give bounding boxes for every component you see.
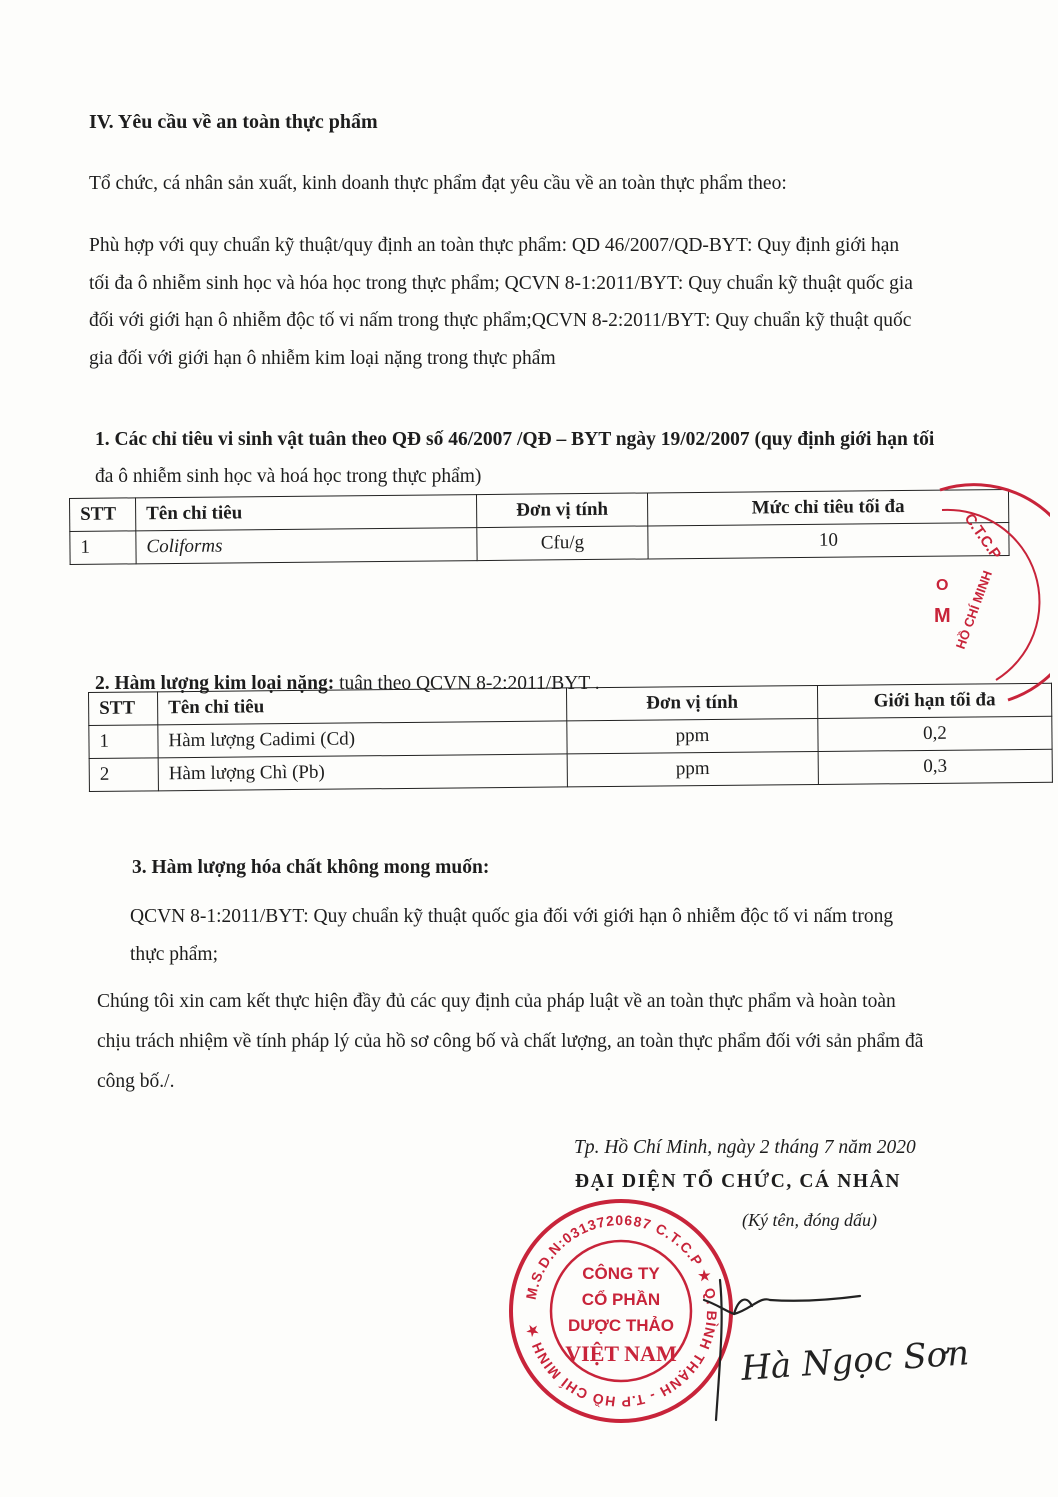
- section2-title-bold: 2. Hàm lượng kim loại nặng:: [95, 673, 335, 694]
- cell-limit: 10: [648, 522, 1009, 558]
- header-name: Tên chỉ tiêu: [136, 495, 477, 531]
- stamp-inner-ring: [551, 1241, 691, 1381]
- intro-text: Tổ chức, cá nhân sản xuất, kinh doanh thực phẩm đạt yêu cầu về an toàn thực phẩm theo:: [89, 173, 787, 194]
- section3-line1: QCVN 8-1:2011/BYT: Quy chuẩn kỹ thuật quốc gia đối với giới hạn ô nhiễm độc tố vi nấm trong: [130, 906, 894, 927]
- cell-name: Coliforms: [136, 528, 477, 564]
- section2-title-rest: tuân theo QCVN 8-2:2011/BYT .: [334, 673, 600, 694]
- stamp-center-line: VIỆT NAM: [565, 1341, 677, 1366]
- header-stt: STT: [70, 498, 136, 532]
- compliance-line: đối với giới hạn ô nhiễm độc tố vi nấm trong thực phẩm;QCVN 8-2:2011/BYT: Quy chuẩn kỹ thuật quốc: [89, 310, 912, 331]
- header-limit: Giới hạn tối đa: [817, 683, 1051, 718]
- section1-title: [95, 428, 934, 451]
- cell-limit: 0,2: [818, 716, 1052, 751]
- representative-title: ĐẠI DIỆN TỔ CHỨC, CÁ NHÂN: [575, 1171, 902, 1192]
- cell-name: Hàm lượng Chì (Pb): [158, 754, 567, 791]
- company-stamp: [505, 1195, 737, 1427]
- stamp-ring-text: M.S.D.N:0313720687 C.T.C.P ★ Q. BÌNH THẠNH - T.P HỒ CHÍ MINH ★: [522, 1211, 721, 1411]
- cell-unit: Cfu/g: [477, 526, 648, 561]
- compliance-line: gia đối với giới hạn ô nhiễm kim loại nặng trong thực phẩm: [89, 348, 556, 369]
- partial-stamp-fragment: M: [934, 605, 951, 627]
- cell-unit: ppm: [567, 718, 818, 753]
- commitment-line: công bố./.: [97, 1071, 175, 1092]
- cell-unit: ppm: [567, 751, 818, 786]
- signer-name: Hà Ngọc Sơn: [739, 1333, 971, 1389]
- partial-stamp-fragment: O: [936, 577, 949, 594]
- signature: [690, 1270, 1010, 1430]
- commitment-line: Chúng tôi xin cam kết thực hiện đầy đủ các quy định của pháp luật về an toàn thực phẩm và hoàn toàn: [97, 991, 896, 1012]
- header-unit: Đơn vị tính: [566, 685, 817, 720]
- partial-stamp-fragment: C.T.C.P: [960, 510, 1005, 563]
- cell-name: Hàm lượng Cadimi (Cd): [158, 721, 567, 758]
- header-limit: Mức chỉ tiêu tối đa: [647, 489, 1008, 525]
- section3-title: 3. Hàm lượng hóa chất không mong muốn:: [132, 857, 490, 878]
- partial-stamp-fragment: HỒ CHÍ MINH: [952, 568, 995, 652]
- cell-stt: 1: [70, 531, 136, 565]
- commitment-line: chịu trách nhiệm về tính pháp lý của hồ sơ công bố và chất lượng, an toàn thực phẩm đối với sản phẩm đã: [97, 1031, 924, 1052]
- compliance-line: tối đa ô nhiễm sinh học và hóa học trong thực phẩm; QCVN 8-1:2011/BYT: Quy chuẩn kỹ thuật quốc gia: [89, 273, 913, 294]
- heavy-metal-table: [88, 683, 1053, 792]
- stamp-center-line: DƯỢC THẢO: [567, 1316, 675, 1335]
- cell-limit: 0,3: [818, 749, 1052, 784]
- header-name: Tên chỉ tiêu: [158, 688, 567, 725]
- cell-stt: 1: [89, 725, 158, 759]
- place-date: Tp. Hồ Chí Minh, ngày 2 tháng 7 năm 2020: [574, 1137, 916, 1158]
- header-unit: Đơn vị tính: [476, 493, 647, 528]
- header-stt: STT: [89, 692, 158, 726]
- compliance-line: Phù hợp với quy chuẩn kỹ thuật/quy định an toàn thực phẩm: QD 46/2007/QD-BYT: Quy định giới hạn: [89, 235, 900, 256]
- microbial-table: [69, 489, 1010, 565]
- svg-text:M.S.D.N:0313720687 C.T.C.P ★ Q: [523, 1212, 720, 1410]
- sign-note: (Ký tên, đóng dấu): [742, 1210, 877, 1230]
- section1-title-line2: đa ô nhiễm sinh học và hoá học trong thực phẩm): [95, 466, 482, 487]
- stamp-outer-ring: [511, 1201, 731, 1421]
- section1-title-line1: 1. Các chỉ tiêu vi sinh vật tuân theo QĐ số 46/2007 /QĐ – BYT ngày 19/02/2007 (quy định giới hạn tối: [95, 429, 935, 450]
- section-title: IV. Yêu cầu về an toàn thực phẩm: [89, 111, 378, 133]
- stamp-center-line: CÔNG TY: [582, 1264, 660, 1283]
- cell-stt: 2: [89, 758, 158, 792]
- section3-line2: thực phẩm;: [130, 944, 219, 965]
- stamp-center-line: CỔ PHẦN: [581, 1290, 661, 1309]
